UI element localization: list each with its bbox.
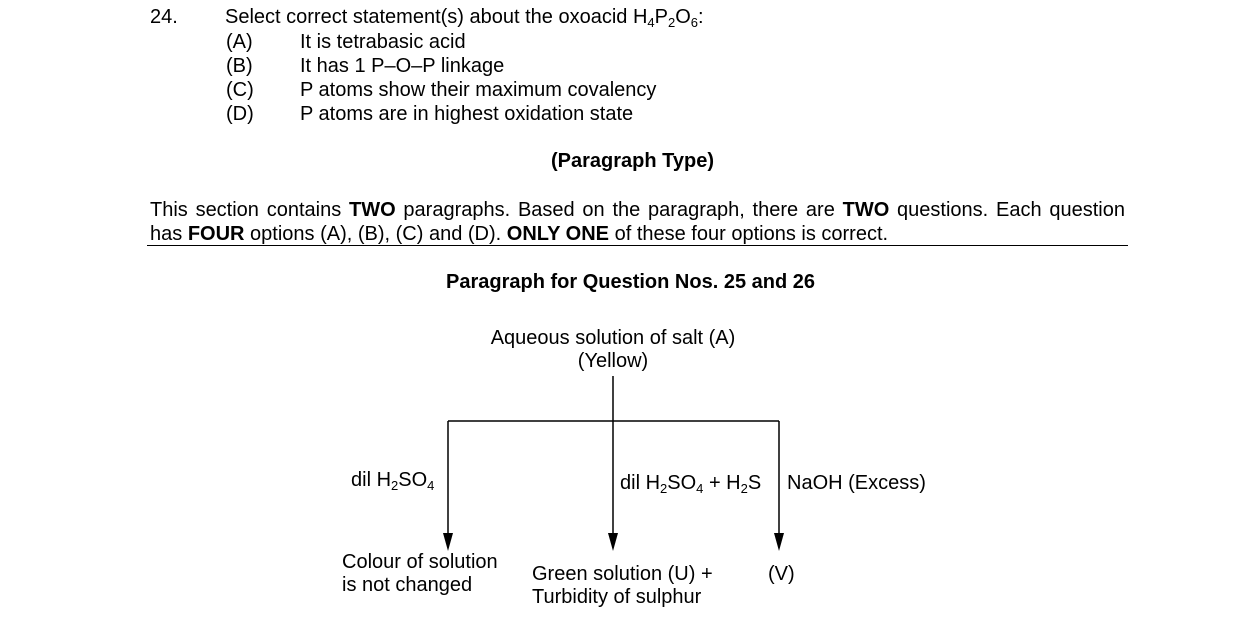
option-text-b: It has 1 P–O–P linkage [300, 55, 505, 77]
left-result-line1: Colour of solution [342, 551, 498, 573]
section-heading: (Paragraph Type) [551, 150, 714, 172]
option-text-d: P atoms are in highest oxidation state [300, 103, 634, 125]
instruction-text: of these four options is correct. [609, 223, 889, 245]
right-arrowhead-icon [774, 533, 784, 551]
middle-result-line1: Green solution (U) + [532, 563, 713, 585]
instruction-text: paragraphs. Based on the paragraph, there are [395, 199, 843, 221]
stem-text: : [698, 6, 704, 28]
diagram-top-label [463, 327, 763, 373]
instruction-emphasis: FOUR [187, 223, 245, 245]
top-label-line1: Aqueous solution of salt (A) [490, 327, 736, 349]
stem-subscript: 6 [690, 15, 699, 30]
reagent-subscript: 2 [391, 478, 399, 493]
middle-result-line2: Turbidity of sulphur [532, 586, 702, 608]
reagent-text: + H [703, 472, 741, 494]
right-result-label: (V) [768, 563, 795, 585]
stem-subscript: 4 [647, 15, 655, 30]
reagent-text: SO [667, 472, 697, 494]
instruction-text: options (A), (B), (C) and (D). [244, 223, 507, 245]
option-label-c: (C) [226, 79, 254, 101]
reagent-subscript: 4 [696, 481, 704, 496]
reagent-subscript: 2 [740, 481, 748, 496]
reagent-subscript: 2 [660, 481, 668, 496]
instruction-text: questions. Each question has [150, 199, 1125, 245]
option-text-c: P atoms show their maximum covalency [300, 79, 657, 101]
option-text-a: It is tetrabasic acid [300, 31, 466, 53]
reagent-text: SO [398, 469, 428, 491]
instruction-emphasis: ONLY ONE [506, 223, 610, 245]
question-number: 24. [150, 6, 178, 28]
stem-text: Select correct statement(s) about the oxoacid H [225, 6, 648, 28]
reagent-text: dil H [351, 469, 392, 491]
paragraph-heading: Paragraph for Question Nos. 25 and 26 [446, 271, 815, 293]
reagent-text: S [747, 472, 762, 494]
option-label-b: (B) [226, 55, 253, 77]
top-label-line2: (Yellow) [577, 350, 649, 372]
reagent-text: dil H [620, 472, 661, 494]
instruction-text: This section contains [150, 199, 349, 221]
left-reagent-label [351, 469, 434, 492]
option-label-a: (A) [226, 31, 253, 53]
stem-text: O [675, 6, 691, 28]
middle-reagent-label [620, 472, 761, 495]
reagent-subscript: 4 [427, 478, 435, 493]
middle-result-label [532, 563, 713, 609]
right-reagent-label: NaOH (Excess) [787, 472, 926, 494]
left-result-line2: is not changed [342, 574, 473, 596]
stem-text: P [654, 6, 668, 28]
left-arrowhead-icon [443, 533, 453, 551]
middle-arrowhead-icon [608, 533, 618, 551]
instruction-emphasis: TWO [842, 199, 890, 221]
option-label-d: (D) [226, 103, 254, 125]
instruction-emphasis: TWO [348, 199, 396, 221]
left-result-label [342, 551, 498, 597]
stem-subscript: 2 [668, 15, 676, 30]
